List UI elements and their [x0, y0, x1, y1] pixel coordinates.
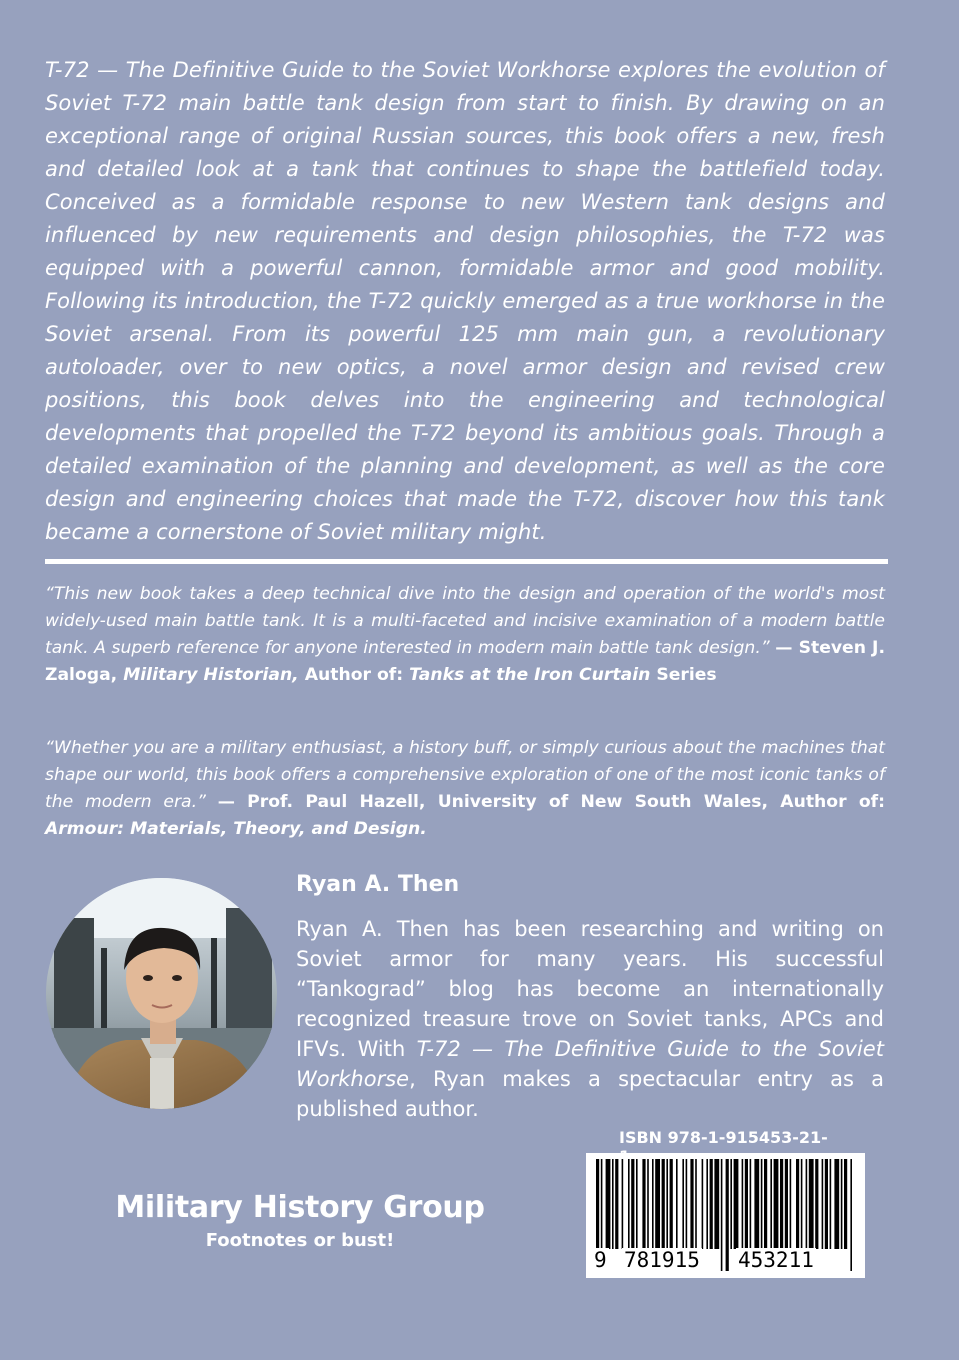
isbn-label: ISBN 978-1-915453-21- [619, 1128, 828, 1147]
author-name: Ryan A. Then [296, 872, 460, 897]
author-photo [46, 878, 277, 1109]
barcode-bar [815, 1159, 818, 1249]
barcode-bar [655, 1159, 660, 1249]
barcode-digit-first: 9 [594, 1248, 607, 1272]
barcode-bar [844, 1159, 847, 1249]
barcode-bar [682, 1159, 684, 1249]
barcode-bar [761, 1159, 763, 1249]
barcode-bar [662, 1159, 665, 1249]
barcode-bar [801, 1159, 803, 1249]
barcode-bar [710, 1159, 713, 1249]
barcode-bar [785, 1159, 788, 1249]
review-quote-zaloga [45, 581, 885, 689]
review-quote-hazell [45, 735, 885, 843]
barcode-bar [615, 1159, 618, 1249]
barcode-bar [642, 1159, 645, 1249]
barcode-bar [822, 1159, 824, 1249]
barcode-bar [652, 1159, 654, 1249]
barcode-bar [774, 1159, 779, 1249]
barcode-bar [695, 1159, 697, 1249]
book-description: T-72 — The Definitive Guide to the Soviet Workhorse explores the evolution of Soviet T-72 main battle tank design from start to finish. By drawing on an exceptional range of original Russian sources, this book offers a new, fresh and detailed look at a tank that continues to shape the battlefield today. Conceived as a formidable response to new Western tank designs and influenced by new requirements and design philosophies, the T-72 was equipped with a powerful cannon, formidable armor and good mobility. Following its introduction, the T-72 quickly emerged as a true workhorse in the Soviet arsenal. From its powerful 125 mm main gun, a revolutionary autoloader, over to new optics, a novel armor design and revised crew positions, this book delves into the engineering and technological developments that propelled the T-72 beyond its ambitious goals. Through a detailed examination of the planning and development, as well as the core design and engineering choices that made the T-72, discover how this tank became a cornerstone of Soviet military might. [45, 58, 885, 544]
barcode-bar [631, 1159, 634, 1249]
barcode-bar [676, 1159, 678, 1249]
quote-text: “This new book takes a deep technical dive into the design and operation of the world's most widely-used main battle tank. It is a multi-faceted and incisive examination of a modern battle tank. A superb reference for anyone interested in modern main battle tank design.” [45, 584, 885, 658]
barcode-bar [750, 1159, 752, 1249]
barcode-bar [745, 1159, 748, 1249]
barcode-bar [790, 1159, 792, 1249]
barcode-bar [730, 1159, 732, 1249]
barcode-bar [686, 1159, 688, 1249]
barcode-bar [834, 1159, 839, 1249]
barcode-bar [734, 1159, 739, 1249]
barcode-bar [702, 1159, 704, 1249]
barcode-bar [636, 1159, 638, 1249]
barcode-bar [742, 1159, 744, 1249]
quote-attribution: — Prof. Paul Hazell, University of New South Wales, Author of: Armour: Materials, Theory, and Design. [45, 792, 885, 839]
quote-text: “Whether you are a military enthusiast, a history buff, or simply curious about the machines that shape our world, this book offers a comprehensive exploration of one of the most iconic tanks of the modern era.” [45, 738, 885, 812]
barcode-bar [764, 1159, 767, 1249]
publisher-tagline: Footnotes or bust! [205, 1230, 395, 1251]
publisher-name: Military History Group [115, 1190, 485, 1225]
barcode-bar [706, 1159, 708, 1249]
barcode-bar [809, 1159, 814, 1249]
barcode-bar [825, 1159, 828, 1249]
barcode-bar [622, 1159, 624, 1249]
barcode-bar [780, 1159, 783, 1249]
barcode-bar [754, 1159, 759, 1249]
barcode-bar [841, 1159, 843, 1249]
barcode-bar [714, 1159, 719, 1249]
barcode-digits-left: 781915 [624, 1248, 700, 1272]
author-bio: Ryan A. Then has been researching and writing on Soviet armor for many years. His successful “Tankograd” blog has become an internationally recognized treasure trove on Soviet tanks, APCs and IFVs. With T-72 — The Definitive Guide to the Soviet Workhorse, Ryan makes a spectacular entry as a published author. [296, 917, 884, 1121]
barcode-digits-right: 453211 [738, 1248, 814, 1272]
barcode-digits [586, 1248, 865, 1274]
barcode-bar [806, 1159, 808, 1249]
barcode-bar [647, 1159, 649, 1249]
barcode-bar [612, 1159, 614, 1249]
barcode-bar [830, 1159, 832, 1249]
quote-attribution: — Steven J. Zaloga, Military Historian, Author of: Tanks at the Iron Curtain Series [45, 638, 885, 685]
barcode-bar [770, 1159, 772, 1249]
barcode-bar [666, 1159, 668, 1249]
barcode-bar [690, 1159, 693, 1249]
isbn-barcode [586, 1153, 865, 1278]
section-divider [45, 559, 888, 564]
barcode-bar [796, 1159, 799, 1249]
barcode-bar [606, 1159, 611, 1249]
barcode-bar [670, 1159, 673, 1249]
barcode-bar [628, 1159, 630, 1249]
